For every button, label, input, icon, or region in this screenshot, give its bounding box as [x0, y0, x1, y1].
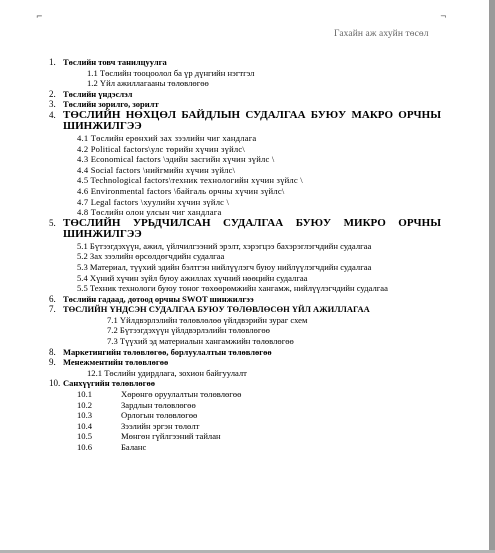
toc-subitem: 10.6 Баланс — [77, 442, 147, 452]
toc-subitem: 5.1 Бүтээгдэхүүн, ажил, үйлчилгээний эрэлт, хэрэгцээ бахэрэглэгчдийн судалгаа — [77, 240, 372, 251]
toc-item: 3. Төслийн зорилго, зорилт — [49, 99, 159, 110]
toc-item: 6. Төслийн гадаад, дотоод орчны SWOT шинжилгээ — [49, 293, 254, 304]
toc-subitem: 4.7 Legal factors \хуулийн хүчин зүйлс \ — [77, 196, 230, 207]
toc-item: 7. ТӨСЛИЙН ҮНДСЭН СУДАЛГАА БУЮУ ТӨЛӨВЛӨСӨН ҮЙЛ АЖИЛЛАГАА — [49, 304, 370, 315]
toc-subitem: 10.1 Хөрөнгө оруулалтын төлөвлөгөө — [77, 389, 242, 400]
toc-subitem: 4.1 Төслийн ерөнхий зах зээлийн чиг хандлага — [77, 132, 257, 143]
toc-subitem: 10.3 Орлогын төлөвлөгөө — [77, 410, 198, 421]
toc-subitem: 5.2 Зах зээлийн өрсөлдөгчдийн судалгаа — [77, 251, 225, 262]
margin-mark: ¬ — [440, 12, 447, 21]
toc-item: 8. Маркетингийн төлөвлөгөө, борлуулалтын төлөвлөгөө — [49, 346, 272, 357]
toc-subitem: 4.8 Төслийн олон улсын чиг хандлага — [77, 207, 222, 218]
toc-subitem: 5.5 Техник технологи буюу тоног төхөөрөмжийн хангамж, нийлүүлэгчдийн судалгаа — [77, 283, 388, 294]
toc-item: 5. ТӨСЛИЙН УРЬДЧИЛСАН СУДАЛГАА БУЮУ МИКРО ОРЧНЫ ШИНЖИЛГЭЭ — [49, 216, 441, 241]
toc-subitem: 10.5 Мөнгөн гүйлгээний тайлан — [77, 431, 221, 442]
toc-subitem: 10.2 Зардлын төлөвлөгөө — [77, 399, 196, 410]
toc-subitem: 4.6 Environmental factors \байгаль орчны хүчин зүйлс\ — [77, 185, 285, 196]
page-edge-shadow — [489, 0, 495, 553]
toc-item: 2. Төслийн үндэслэл — [49, 88, 133, 99]
toc-subitem: 7.3 Түүхий эд материалын хангамжийн төлөвлөгөө — [107, 336, 294, 347]
toc-subitem: 7.1 Үйлдвэрлэлийн төлөвлөлөө үйлдвэрийн зураг схем — [107, 314, 308, 325]
toc-item: 9. Менежментийн төлөвлөгөө — [49, 357, 169, 368]
toc-item: 1. Төслийн товч танилцуулга — [49, 57, 167, 67]
toc-subitem: 10.4 Зээлийн эргэн төлөлт — [77, 420, 200, 431]
table-of-contents — [49, 57, 441, 453]
toc-subitem: 12.1 Төслийн удирдлага, зохион байгуулалт — [87, 367, 247, 378]
toc-subitem: 1.2 Үйл ажиллагааны төлөвлөгөө — [87, 78, 209, 89]
toc-subitem: 5.3 Материал, түүхий эдийн бэлтгэн нийлүүлэгч буюу нийлүүлэгчдийн судалгаа — [77, 261, 372, 272]
toc-subitem: 4.2 Political factors\улс төрийн хүчин зүйлс\ — [77, 143, 245, 154]
toc-item: 4. ТӨСЛИЙН НӨХЦӨЛ БАЙДЛЫН СУДАЛГАА БУЮУ МАКРО ОРЧНЫ ШИНЖИЛГЭЭ — [49, 108, 441, 133]
toc-subitem: 4.4 Social factors \нийгмийн хүчин зүйлс\ — [77, 164, 236, 175]
page-header: Гахайн аж ахуйн төсөл — [334, 29, 429, 39]
toc-subitem: 4.3 Economical factors \эдийн засгийн хүчин зүйлс \ — [77, 154, 275, 165]
toc-item: 10. Санхүүгийн төлөвлөгөө — [49, 378, 156, 389]
toc-subitem: 1.1 Төслийн тооцоолол ба үр дүнгийн нэгтгэл — [87, 67, 255, 78]
toc-subitem: 5.4 Хүний хүчин зүйл буюу ажиллах хүчний нөөцийн судалгаа — [77, 272, 308, 283]
toc-subitem: 7.2 Бүтээгдэхүүн үйлдвэрлэлийн төлөвлөгөө — [107, 325, 270, 336]
toc-subitem: 4.5 Technological factors\техник технологийн хүчин зүйлс \ — [77, 175, 303, 186]
margin-mark: ⌐ — [36, 12, 43, 21]
